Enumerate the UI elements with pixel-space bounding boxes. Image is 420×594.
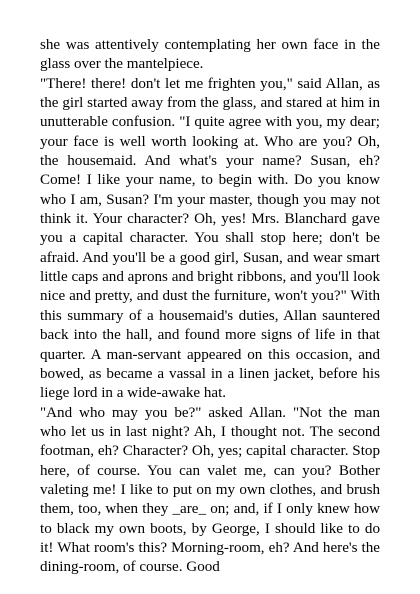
- paragraph-3: "And who may you be?" asked Allan. "Not the man who let us in last night? Ah, I thought not. The second footman, eh? Character? Oh, yes; capital character. Stop here, of course. You can valet me, can you? Bother valeting me! I like to put on my own clothes, and brush them, too, when they _are_ on; and, if I only knew how to black my own boots, by George, I should like to do it! What room's this? Morning-room, eh? And here's the dining-room, of course. Good: [40, 404, 380, 576]
- paragraph-1: she was attentively contemplating her own face in the glass over the mantelpiece.: [40, 37, 380, 73]
- paragraph-2: "There! there! don't let me frighten you," said Allan, as the girl started away from the glass, and stared at him in unutterable confusion. "I quite agree with you, my dear; your face is well worth looking at. Who are you? Oh, the housemaid. And what's your name? Susan, eh? Come! I like your name, to begin with. Do you know who I am, Susan? I'm your master, though you may not think it. Your character? Oh, yes! Mrs. Blanchard gave you a capital character. You shall stop here; don't be afraid. And you'll be a good girl, Susan, and wear smart little caps and aprons and bright ribbons, and you'll look nice and pretty, and dust the furniture, won't you?" With this summary of a housemaid's duties, Allan sauntered back into the hall, and found more signs of life in that quarter. A man-servant appeared on this occasion, and bowed, as became a vassal in a linen jacket, before his liege lord in a wide-awake hat.: [40, 75, 380, 402]
- document-page: [40, 36, 380, 578]
